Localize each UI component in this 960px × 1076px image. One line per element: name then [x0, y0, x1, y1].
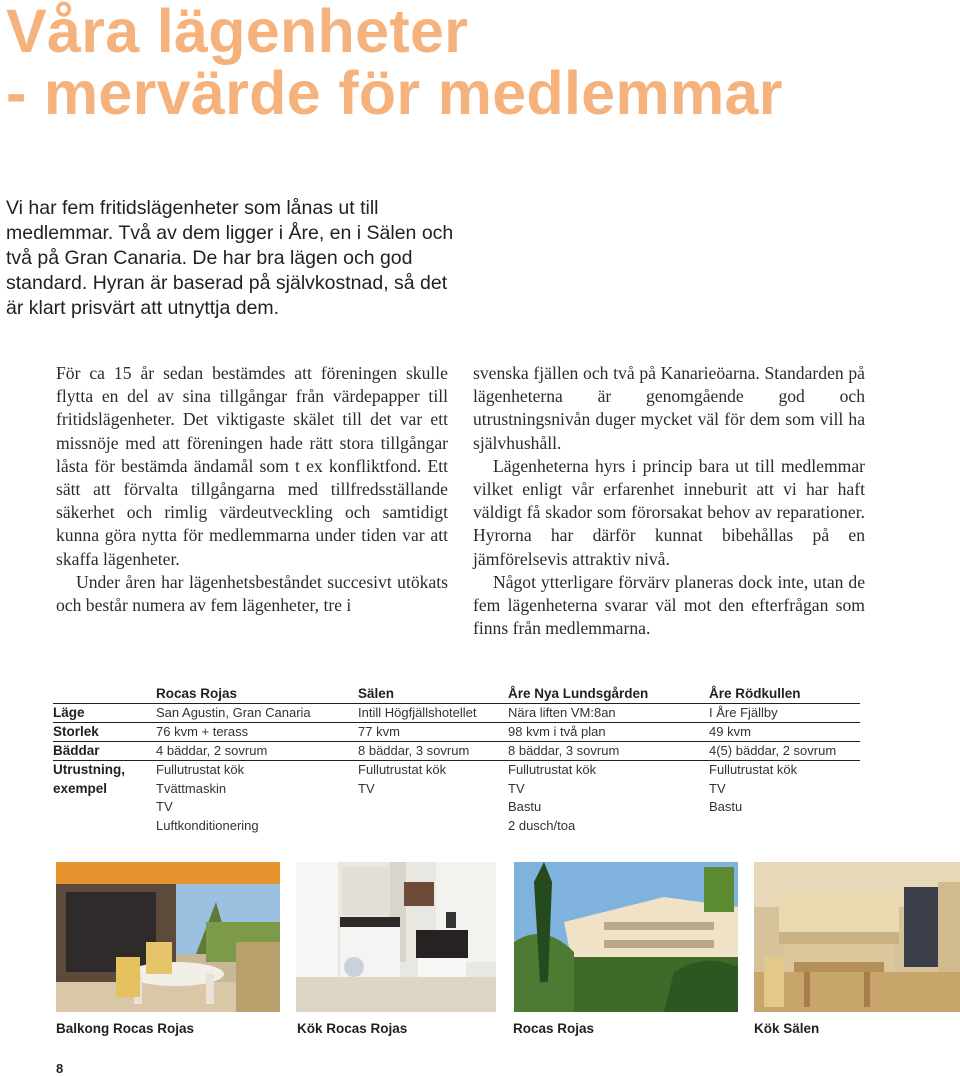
table-cell: 49 kvm — [709, 723, 860, 742]
equipment-item: Tvättmaskin — [156, 780, 227, 796]
photo-caption: Kök Rocas Rojas — [297, 1021, 408, 1036]
page-number: 8 — [56, 1061, 64, 1076]
page-title — [6, 0, 783, 127]
equipment-item: Fullutrustat kök — [508, 762, 597, 777]
intro-text — [6, 196, 466, 321]
table-cell — [358, 761, 508, 836]
table-header: Sälen — [358, 685, 395, 701]
intro-paragraph: Vi har fem fritidslägenheter som lånas ut till medlemmar. Två av dem ligger i Åre, en i Sälen och två på Gran Canaria. De har bra lägen och god standard. Hyran är baserad på självkostnad, så det är klart prisvärt att utnyttja dem. — [6, 197, 454, 319]
body-paragraph: Lägenheterna hyrs i princip bara ut till medlemmar vilket enligt vår erfarenhet inneburit att vi har haft väldigt få skador som förorsakat behov av reparationer. Hyrorna har därför kunnat bibehållas på en jämförelsevis attraktiv nivå. — [473, 455, 865, 569]
table-cell — [709, 761, 860, 836]
equipment-item: Bastu — [709, 799, 743, 814]
equipment-item: TV — [508, 780, 525, 796]
title-line-2: - mervärde för medlemmar — [6, 59, 783, 127]
equipment-item: 2 dusch/toa — [508, 817, 576, 833]
table-cell: I Åre Fjällby — [709, 704, 860, 723]
row-label-line: Utrustning, — [53, 762, 125, 777]
table-header-row — [53, 684, 860, 704]
table-header: Rocas Rojas — [156, 685, 238, 701]
equipment-item: Luftkonditionering — [156, 817, 259, 833]
table-row — [53, 742, 860, 761]
table-header: Åre Nya Lundsgården — [508, 685, 649, 701]
row-label: Läge — [53, 704, 156, 723]
table-cell: 77 kvm — [358, 723, 508, 742]
body-paragraph: svenska fjällen och två på Kanarieöarna. Standarden på lägenheterna är genomgående god och utrustningsnivån duger mycket väl för dem som vill ha självhushåll. — [473, 363, 865, 453]
table-header — [53, 684, 156, 704]
photo-caption: Rocas Rojas — [513, 1021, 595, 1036]
equipment-item: Bastu — [508, 799, 542, 814]
equipment-item: Fullutrustat kök — [358, 762, 447, 777]
table-cell: San Agustin, Gran Canaria — [156, 704, 358, 723]
apartment-table — [53, 684, 860, 835]
title-line-1: Våra lägenheter — [6, 0, 469, 65]
equipment-item: TV — [156, 799, 173, 814]
table-cell: Nära liften VM:8an — [508, 704, 709, 723]
body-column-right — [473, 362, 865, 640]
table-cell: 4 bäddar, 2 sovrum — [156, 742, 358, 761]
equipment-item: TV — [358, 780, 375, 796]
body-paragraph: Något ytterligare förvärv planeras dock inte, utan de fem lägenheterna svarar väl mot den efterfrågan som finns från medlemmarna. — [473, 571, 865, 639]
table-cell: 8 bäddar, 3 sovrum — [508, 742, 709, 761]
body-paragraph: Under åren har lägenhetsbeståndet succesivt utökats och består numera av fem lägenheter, tre i — [56, 571, 448, 616]
table-row — [53, 704, 860, 723]
equipment-item: TV — [709, 780, 726, 796]
photo-rocas-rojas-exterior — [514, 862, 738, 1012]
photo-caption: Balkong Rocas Rojas — [56, 1021, 195, 1036]
photo-caption: Kök Sälen — [754, 1021, 820, 1036]
table-cell — [156, 761, 358, 836]
equipment-item: Fullutrustat kök — [709, 762, 798, 777]
row-label: Bäddar — [53, 742, 156, 761]
table-header: Åre Rödkullen — [709, 685, 801, 701]
row-label-line: exempel — [53, 780, 108, 796]
table-cell: 98 kvm i två plan — [508, 723, 709, 742]
table-cell — [508, 761, 709, 836]
table-cell: Intill Högfjällshotellet — [358, 704, 508, 723]
table-cell: 8 bäddar, 3 sovrum — [358, 742, 508, 761]
photo-kitchen-salen — [754, 862, 960, 1012]
photo-balcony — [56, 862, 280, 1012]
body-paragraph: För ca 15 år sedan bestämdes att föreningen skulle flytta en del av sina tillgångar från värdepapper till fritidslägenheter. Det viktigaste skälet till det var ett missnöje med att föreningen hade rätt stora tillgångar låsta för bestämda ändamål som t ex konfliktfond. Ett sätt att förvalta tillgångarna med tillfredsställande säkerhet och rimlig värdeutveckling och samtidigt kunna göra nytta för medlemmarna under tiden var att skaffa lägenheter. — [56, 363, 448, 569]
table-row — [53, 723, 860, 742]
photo-kitchen-rocas-rojas — [296, 862, 496, 1012]
table-row — [53, 761, 860, 836]
body-column-left — [56, 362, 448, 617]
table-cell: 4(5) bäddar, 2 sovrum — [709, 742, 860, 761]
table-cell: 76 kvm + terass — [156, 723, 358, 742]
row-label: Storlek — [53, 723, 156, 742]
equipment-item: Fullutrustat kök — [156, 762, 245, 777]
row-label — [53, 761, 156, 836]
